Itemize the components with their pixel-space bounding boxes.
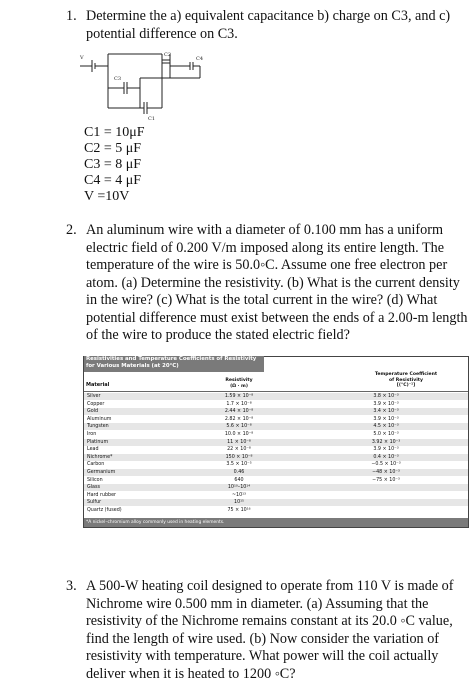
cell-resistivity: 22 × 10⁻⁸ [227, 447, 251, 453]
cell-coefficient: 3.9 × 10⁻³ [373, 401, 399, 407]
cell-material: Lead [87, 447, 99, 453]
table-row [84, 393, 468, 400]
question-2-number: 2. [66, 222, 77, 238]
table-row [84, 461, 468, 468]
value-c4: C4 = 4 μF [84, 173, 142, 188]
table-row [84, 477, 468, 484]
cell-resistivity: 5.6 × 10⁻⁸ [226, 424, 252, 430]
value-c2: C2 = 5 μF [84, 141, 142, 156]
table-row [84, 408, 468, 415]
table-row [84, 492, 468, 499]
cell-coefficient: 3.4 × 10⁻³ [373, 409, 399, 415]
value-c3: C3 = 8 μF [84, 157, 142, 172]
cell-resistivity: 10.0 × 10⁻⁸ [224, 432, 254, 437]
cell-material: Carbon [87, 462, 105, 468]
table-footnote: *A nickel–chromium alloy commonly used in heating elements. [84, 518, 468, 527]
cell-resistivity: 1.59 × 10⁻⁸ [224, 394, 254, 399]
cell-resistivity: 75 × 10¹⁶ [227, 508, 251, 513]
cell-coefficient: 3.9 × 10⁻³ [373, 416, 399, 422]
column-header-resistivity: Resistivity (Ω · m) [225, 378, 253, 389]
cell-resistivity: 0.46 [233, 470, 245, 475]
cell-material: Glass [87, 485, 100, 491]
question-1-number: 1. [66, 8, 77, 24]
capacitance-values [84, 125, 145, 205]
table-row [84, 454, 468, 461]
label-c1: C1 [148, 116, 156, 122]
question-2-text: An aluminum wire with a diameter of 0.100 mm has a uniform electric field of 0.200 V/m imposed along its entire length. The temperature of the wire is 50.0◦C. Assume one free electron per atom. (a) Determine the resistivity. (b) What is the current density in the wire? (c) What is the total current in the wire? (d) What potential difference must exist between the ends of a 2.00-m length of the wire to produce the stated electric field? [86, 222, 468, 343]
cell-coefficient: 0.4 × 10⁻³ [373, 454, 399, 460]
cell-resistivity: 10¹⁵ [234, 500, 244, 506]
question-1-text: Determine the a) equivalent capacitance b) charge on C3, and c) potential difference on C3. [86, 8, 451, 42]
table-row [84, 499, 468, 506]
cell-material: Nichrome* [87, 454, 113, 460]
cell-coefficient: 3.8 × 10⁻³ [373, 394, 399, 399]
value-c1: C1 = 10μF [84, 125, 145, 140]
table-row [84, 416, 468, 423]
column-header-temperature-coefficient: Temperature Coefficient of Resistivity [(°C)⁻¹] [374, 372, 438, 389]
label-c2: C2 [164, 52, 172, 58]
question-1 [66, 8, 466, 43]
cell-coefficient: −48 × 10⁻³ [372, 470, 400, 475]
label-c4: C4 [196, 56, 204, 62]
question-3 [66, 578, 468, 683]
header-divider [84, 391, 468, 392]
cell-coefficient: −0.5 × 10⁻³ [371, 462, 401, 468]
table-row [84, 423, 468, 430]
cell-resistivity: 2.44 × 10⁻⁸ [224, 409, 254, 415]
cell-coefficient: 3.92 × 10⁻³ [371, 439, 401, 445]
cell-resistivity: 640 [234, 477, 244, 483]
cell-resistivity: ~10¹³ [232, 492, 246, 498]
question-2 [66, 222, 468, 345]
cell-material: Silicon [87, 477, 103, 483]
capacitor-circuit-diagram [78, 44, 208, 122]
cell-coefficient: 4.5 × 10⁻³ [373, 424, 399, 430]
cell-material: Hard rubber [87, 492, 117, 498]
cell-material: Platinum [87, 439, 109, 445]
table-row [84, 439, 468, 446]
cell-material: Germanium [87, 470, 116, 475]
table-row [84, 446, 468, 453]
question-3-text: A 500-W heating coil designed to operate from 110 V is made of Nichrome wire 0.500 mm in diameter. (a) Assuming that the resistivity of the Nichrome remains constant at its 20.0 ◦C value, find the length of wire used. (b) Now consider the variation of resistivity with temperature. What power will the coil actually deliver when it is heated to 1200 ◦C? [86, 578, 454, 682]
table-row [84, 484, 468, 491]
label-v: V [80, 55, 84, 61]
cell-material: Tungsten [87, 424, 109, 430]
cell-resistivity: 1.7 × 10⁻⁸ [226, 401, 252, 407]
cell-material: Iron [87, 432, 97, 437]
cell-material: Quartz (fused) [87, 508, 122, 513]
resistivity-table [83, 356, 469, 528]
column-header-material: Material [86, 382, 110, 388]
cell-material: Aluminum [87, 416, 112, 422]
cell-material: Gold [87, 409, 99, 415]
cell-resistivity: 3.5 × 10⁻⁵ [226, 462, 252, 468]
table-caption: Resistivities and Temperature Coefficients of Resistivity for Various Materials (at 20°C) [84, 356, 264, 372]
question-3-number: 3. [66, 578, 77, 594]
table-row [84, 469, 468, 476]
table-row [84, 431, 468, 438]
cell-resistivity: 2.82 × 10⁻⁸ [224, 416, 254, 422]
cell-coefficient: 3.9 × 10⁻³ [373, 447, 399, 453]
cell-material: Sulfur [87, 500, 102, 506]
cell-material: Silver [87, 394, 101, 399]
cell-resistivity: 10¹⁰–10¹⁴ [227, 485, 251, 491]
label-c3: C3 [114, 76, 122, 82]
cell-material: Copper [87, 401, 105, 407]
table-row [84, 507, 468, 514]
cell-coefficient: −75 × 10⁻³ [372, 477, 400, 483]
cell-resistivity: 150 × 10⁻⁸ [225, 454, 253, 460]
value-v: V =10V [84, 189, 130, 204]
table-row [84, 401, 468, 408]
cell-coefficient: 5.0 × 10⁻³ [373, 432, 399, 437]
cell-resistivity: 11 × 10⁻⁸ [227, 439, 251, 445]
